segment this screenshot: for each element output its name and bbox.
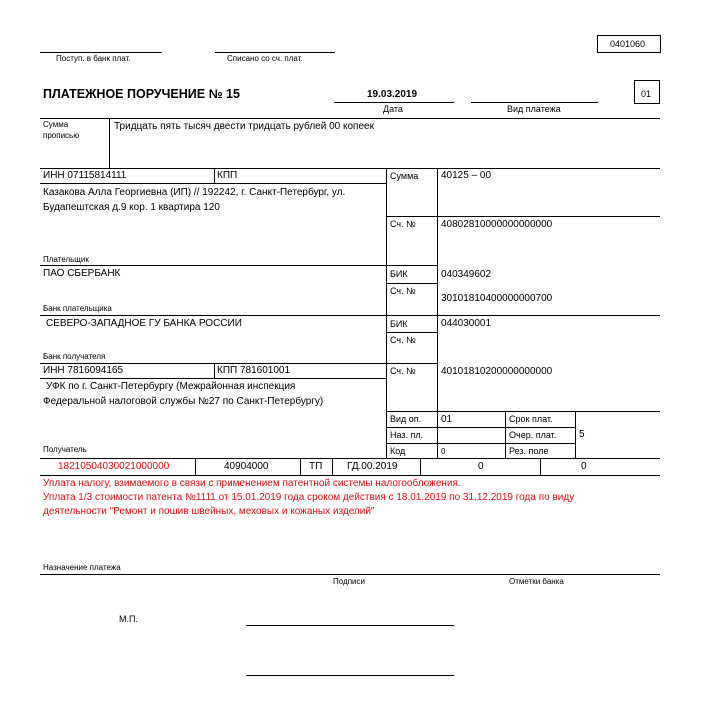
payment-purpose-label: Наз. пл. <box>390 430 424 440</box>
payer-bank-bik-label: БИК <box>390 269 408 279</box>
debited-from-account-label: Списано со сч. плат. <box>227 54 303 63</box>
amount-words-label-line2: прописью <box>43 131 80 140</box>
payment-term-label: Срок плат. <box>509 414 553 424</box>
code-label: Код <box>390 446 406 456</box>
payment-order-value: 5 <box>579 429 585 440</box>
payer-account-label: Сч. № <box>390 219 416 229</box>
tax-document-number: 0 <box>478 461 484 472</box>
recipient-inn: ИНН 7816094165 <box>43 365 124 376</box>
tax-oktmo: 40904000 <box>224 461 269 472</box>
recipient-bank-role-label: Банк получателя <box>43 352 106 361</box>
purpose-line1: Уплата налогу, взимаемого в связи с применением патентной системы налогообложения. <box>43 478 461 489</box>
payer-bank-bik-value: 040349602 <box>441 269 492 280</box>
payer-inn: ИНН 07115814111 <box>43 170 127 181</box>
tax-document-date: 0 <box>581 461 587 472</box>
document-date: 19.03.2019 <box>367 89 418 100</box>
recipient-account-value: 40101810200000000000 <box>441 366 553 377</box>
payer-bank-account-value: 30101810400000000700 <box>441 293 553 304</box>
recipient-kpp: КПП 781601001 <box>217 365 291 376</box>
payer-bank-role-label: Банк плательщика <box>43 304 112 313</box>
amount-in-words: Тридцать пять тысяч двести тридцать рублей 00 копеек <box>114 121 374 132</box>
recipient-account-label: Сч. № <box>390 366 416 376</box>
received-in-bank-label: Поступ. в банк плат. <box>56 54 131 63</box>
tax-period: ГД.00.2019 <box>347 461 398 472</box>
form-code: 0401060 <box>610 39 646 49</box>
amount-words-label-line1: Сумма <box>43 120 69 129</box>
payer-bank-account-label: Сч. № <box>390 286 416 296</box>
recipient-bank-account-label: Сч. № <box>390 335 416 345</box>
payer-name-line1: Казакова Алла Георгиевна (ИП) // 192242, г. Санкт-Петербург, ул. <box>43 187 346 198</box>
document-title: ПЛАТЕЖНОЕ ПОРУЧЕНИЕ № 15 <box>43 87 240 101</box>
payer-kpp-label: КПП <box>217 170 238 181</box>
reserve-field-label: Рез. поле <box>509 446 549 456</box>
signature-line-2 <box>246 675 454 676</box>
recipient-role-label: Получатель <box>43 445 87 454</box>
recipient-bank-bik-label: БИК <box>390 319 408 329</box>
recipient-name-line1: УФК по г. Санкт-Петербургу (Межрайонная инспекция <box>46 381 296 392</box>
stamp-label: М.П. <box>119 614 138 624</box>
recipient-bank-name: СЕВЕРО-ЗАПАДНОЕ ГУ БАНКА РОССИИ <box>46 318 242 329</box>
purpose-line3: деятельности "Ремонт и пошив швейных, меховых и кожаных изделий" <box>43 506 375 517</box>
signatures-label: Подписи <box>333 577 365 586</box>
tax-kbk: 18210504030021000000 <box>58 461 170 472</box>
signature-line-1 <box>246 625 454 626</box>
payment-order-label: Очер. плат. <box>509 430 557 440</box>
code-value: 0 <box>441 447 446 456</box>
tax-basis: ТП <box>309 461 323 472</box>
payer-status-code: 01 <box>641 89 652 99</box>
purpose-line2: Уплата 1/3 стоимости патента №1111 от 15.01.2019 года сроком действия с 18.01.2019 по 31.12.2019 года по виду <box>43 492 575 503</box>
payer-role-label: Плательщик <box>43 255 89 264</box>
date-label: Дата <box>383 104 403 114</box>
payer-name-line2: Будапештская д.9 кор. 1 квартира 120 <box>43 202 220 213</box>
op-type-label: Вид оп. <box>390 414 422 424</box>
op-type-value: 01 <box>441 414 453 425</box>
payer-account-value: 40802810000000000000 <box>441 219 553 230</box>
payer-bank-name: ПАО СБЕРБАНК <box>43 268 121 279</box>
sum-value: 40125 – 00 <box>441 170 492 181</box>
bank-marks-label: Отметки банка <box>509 577 564 586</box>
recipient-name-line2: Федеральной налоговой службы №27 по Санкт-Петербургу) <box>43 396 324 407</box>
sum-label: Сумма <box>390 171 419 181</box>
payment-type-label: Вид платежа <box>507 104 561 114</box>
recipient-bank-bik-value: 044030001 <box>441 318 492 329</box>
payment-purpose-field-label: Назначение платежа <box>43 563 121 572</box>
